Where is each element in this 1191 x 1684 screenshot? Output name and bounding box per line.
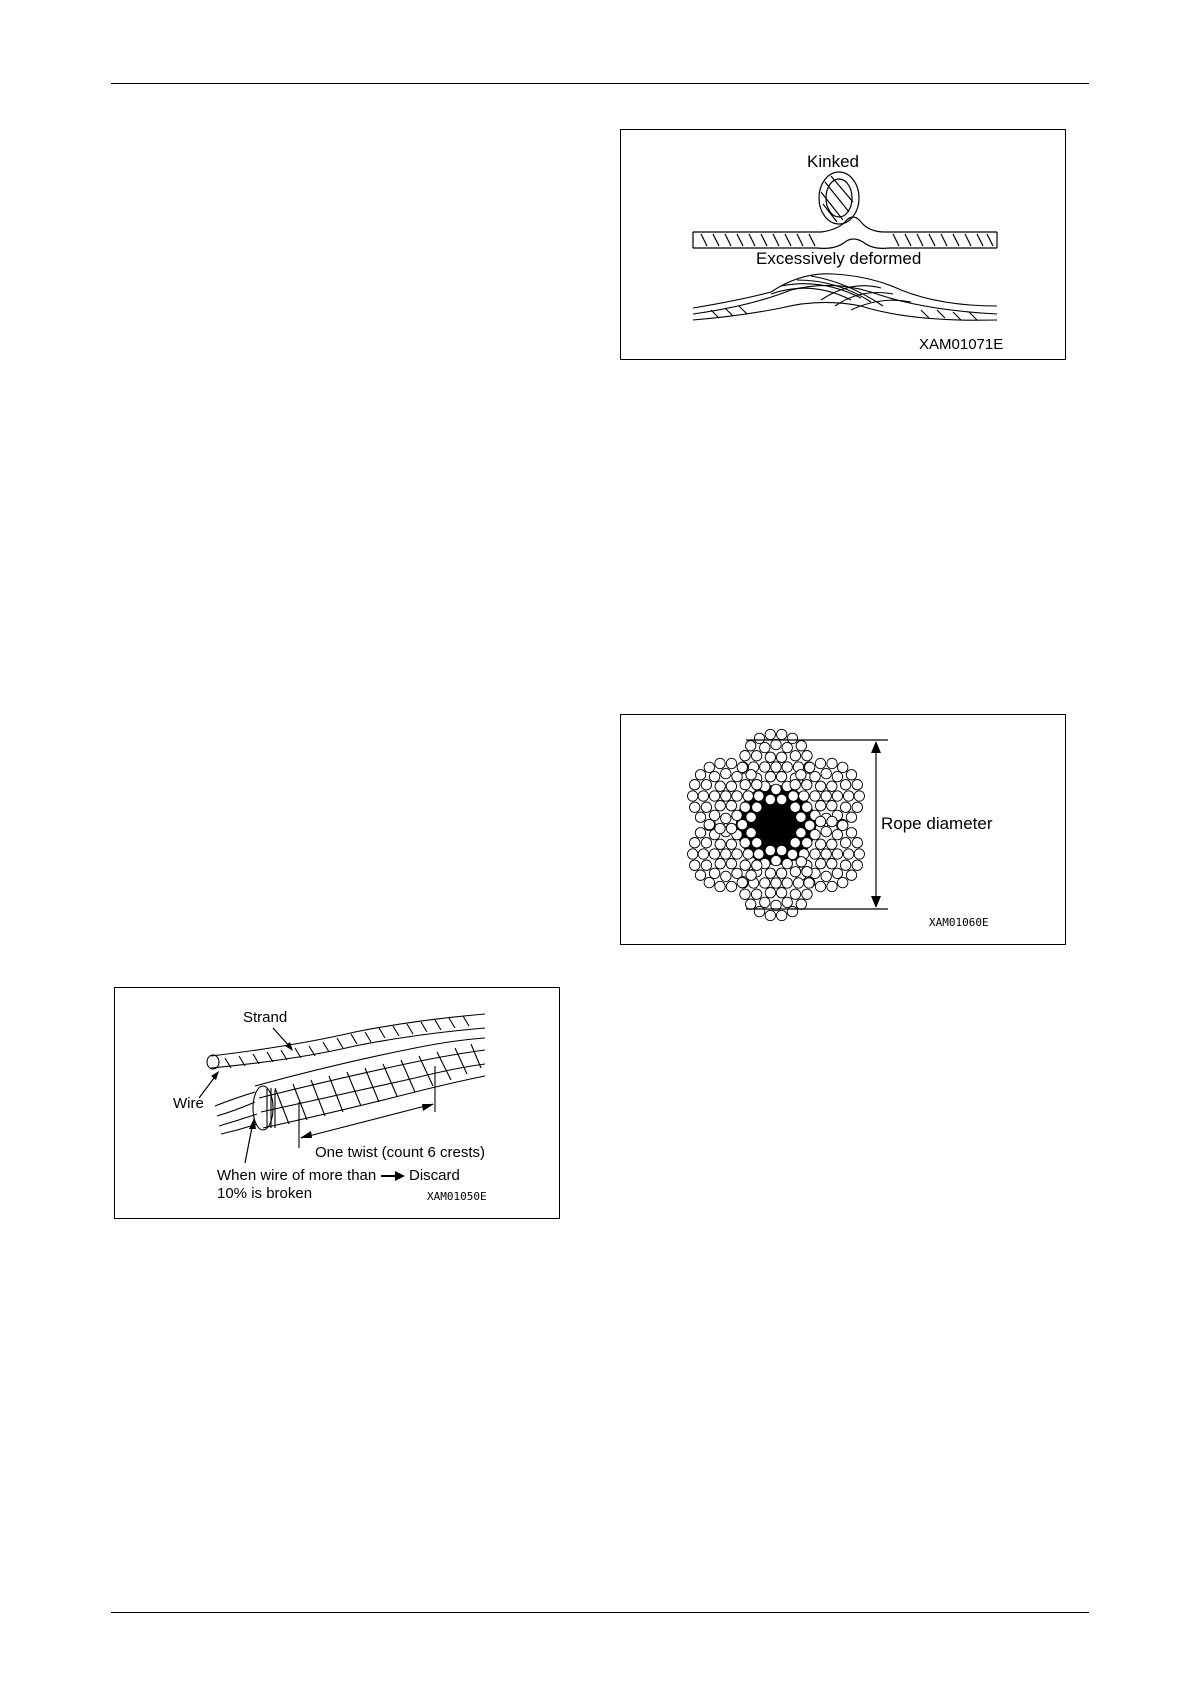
wire-circle <box>771 784 781 794</box>
wire-circle <box>740 838 750 848</box>
wire-circle <box>698 849 708 859</box>
wire-circle <box>802 751 812 761</box>
wire-circle <box>802 780 812 790</box>
wire-circle <box>840 780 850 790</box>
wire-circle <box>695 870 705 880</box>
wire-circle <box>740 802 750 812</box>
excessively-deformed-label: Excessively deformed <box>756 249 922 268</box>
wire-circle <box>782 762 792 772</box>
wire-circle <box>815 816 825 826</box>
wire-circle <box>740 860 750 870</box>
figure-code: XAM01060E <box>929 916 989 929</box>
wire-circle <box>765 772 775 782</box>
wire-circle <box>810 829 820 839</box>
wire-circle <box>810 849 820 859</box>
wire-circle <box>690 860 700 870</box>
arrow-up-icon <box>871 741 881 753</box>
wire-circle <box>796 770 806 780</box>
wire-circle <box>765 729 775 739</box>
wire-circle <box>846 870 856 880</box>
wire-circle <box>776 888 786 898</box>
kinked-rope-figure <box>620 129 1066 360</box>
wire-circle <box>810 791 820 801</box>
wire-circle <box>726 823 736 833</box>
wire-circle <box>838 820 848 830</box>
wire-circle <box>838 762 848 772</box>
wire-circle <box>715 758 725 768</box>
wire-circle <box>821 871 831 881</box>
wire-circle <box>777 729 787 739</box>
wire-circle <box>796 899 806 909</box>
wire-circle <box>782 878 792 888</box>
wire-circle <box>802 867 812 877</box>
wire-circle <box>840 802 850 812</box>
wire-circle <box>815 758 825 768</box>
wire-circle <box>782 742 792 752</box>
wire-circle <box>788 791 798 801</box>
wire-circle <box>740 780 750 790</box>
wire-circle <box>832 868 842 878</box>
wire-circle <box>790 780 800 790</box>
figure-code: XAM01050E <box>427 1190 487 1203</box>
wire-circle <box>746 828 756 838</box>
wire-circle <box>709 791 719 801</box>
kinked-rope <box>693 172 997 248</box>
wire-circle <box>709 849 719 859</box>
wire-circle <box>832 849 842 859</box>
wire-circle <box>721 768 731 778</box>
wire-circle <box>746 741 756 751</box>
rope-cross-section-drawing <box>621 715 1067 946</box>
wire-circle <box>827 816 837 826</box>
wire-circle <box>754 906 764 916</box>
wire-circle <box>852 860 862 870</box>
wire-circle <box>732 810 742 820</box>
wire-circle <box>840 838 850 848</box>
deformed-rope <box>693 274 997 320</box>
wire-circle <box>854 849 864 859</box>
wire-circle <box>821 826 831 836</box>
wire-circle <box>765 910 775 920</box>
wire-circle <box>726 881 736 891</box>
wire-circle <box>732 849 742 859</box>
wire-circle <box>846 770 856 780</box>
wire-circle <box>776 752 786 762</box>
wire-circle <box>701 802 711 812</box>
wire-circle <box>815 881 825 891</box>
wire-circle <box>827 781 837 791</box>
arrow-down-icon <box>871 896 881 908</box>
one-twist-label: One twist (count 6 crests) <box>315 1144 486 1161</box>
wire-circle <box>787 849 797 859</box>
wire-circle <box>760 897 770 907</box>
wire-circle <box>726 801 736 811</box>
wire-circle <box>843 791 853 801</box>
strand-wire-drawing <box>115 988 561 1220</box>
wire-circle <box>776 772 786 782</box>
wire-circle <box>805 820 815 830</box>
wire-circle <box>737 819 747 829</box>
wire-circle <box>721 871 731 881</box>
wire-circle <box>790 802 800 812</box>
strand <box>688 758 765 833</box>
wire-circle <box>690 802 700 812</box>
wire-circle <box>832 829 842 839</box>
wire-circle <box>746 812 756 822</box>
wire-circle <box>701 780 711 790</box>
wire-circle <box>777 910 787 920</box>
wire-circle <box>690 780 700 790</box>
wire-circle <box>790 838 800 848</box>
wire-circle <box>746 899 756 909</box>
wire-circle <box>751 889 761 899</box>
wire-circle <box>802 889 812 899</box>
wire-circle <box>852 838 862 848</box>
wire-circle <box>815 781 825 791</box>
wire-circle <box>715 781 725 791</box>
wire-circle <box>832 771 842 781</box>
wire-circle <box>732 868 742 878</box>
wire-circle <box>695 770 705 780</box>
wire-circle <box>838 877 848 887</box>
wire-circle <box>715 823 725 833</box>
wire-circle <box>802 838 812 848</box>
wire-circle <box>737 762 747 772</box>
wire-circle <box>709 771 719 781</box>
wire-circle <box>765 888 775 898</box>
wire-circle <box>760 762 770 772</box>
strand <box>788 758 865 833</box>
broken-wire-label-line1: When wire of more than <box>217 1167 377 1184</box>
wire-circle <box>726 839 736 849</box>
rope-strands <box>688 729 865 920</box>
wire-circle <box>721 849 731 859</box>
wire-circle <box>854 791 864 801</box>
wire-circle <box>726 781 736 791</box>
wire-circle <box>704 762 714 772</box>
wire-circle <box>715 839 725 849</box>
wire-circle <box>815 801 825 811</box>
wire-circle <box>752 780 762 790</box>
twist-dimension-line <box>301 1104 433 1138</box>
wire-circle <box>821 791 831 801</box>
wire-circle <box>760 742 770 752</box>
wire-circle <box>765 752 775 762</box>
wire-circle <box>740 889 750 899</box>
arrow-right-icon <box>422 1104 434 1111</box>
broken-wire-figure <box>114 987 560 1219</box>
wire-circle <box>698 791 708 801</box>
wire-rope-bundle <box>207 1014 485 1134</box>
wire-circle <box>721 791 731 801</box>
wire-circle <box>790 889 800 899</box>
wire-circle <box>843 849 853 859</box>
wire-circle <box>690 838 700 848</box>
arrow-left-icon <box>300 1131 312 1138</box>
wire-circle <box>805 762 815 772</box>
wire-circle <box>790 751 800 761</box>
strand-label: Strand <box>243 1009 288 1026</box>
wire-circle <box>715 881 725 891</box>
wire-circle <box>751 751 761 761</box>
wire-circle <box>752 860 762 870</box>
wire-circle <box>709 868 719 878</box>
strand <box>688 816 765 891</box>
wire-circle <box>726 859 736 869</box>
wire-circle <box>790 867 800 877</box>
wire-circle <box>852 802 862 812</box>
wire-circle <box>732 791 742 801</box>
wire-circle <box>765 868 775 878</box>
wire-circle <box>796 857 806 867</box>
wire-circle <box>777 845 787 855</box>
wire-circle <box>743 849 753 859</box>
wire-circle <box>709 810 719 820</box>
footer-rule <box>111 1612 1089 1613</box>
wire-circle <box>802 802 812 812</box>
wire-label: Wire <box>173 1095 204 1112</box>
wire-circle <box>701 838 711 848</box>
wire-circle <box>846 828 856 838</box>
wire-circle <box>752 838 762 848</box>
wire-circle <box>796 741 806 751</box>
wire-circle <box>815 839 825 849</box>
wire-circle <box>821 849 831 859</box>
wire-circle <box>815 859 825 869</box>
wire-circle <box>743 791 753 801</box>
kinked-rope-drawing <box>621 130 1067 361</box>
wire-circle <box>754 791 764 801</box>
wire-circle <box>782 858 792 868</box>
arrow-icon <box>211 1071 219 1080</box>
wire-circle <box>771 855 781 865</box>
wire-circle <box>746 870 756 880</box>
wire-circle <box>715 801 725 811</box>
wire-circle <box>765 794 775 804</box>
wire-circle <box>688 791 698 801</box>
figure-code: XAM01071E <box>919 336 1004 353</box>
kinked-label: Kinked <box>807 152 859 171</box>
wire-circle <box>827 881 837 891</box>
wire-circle <box>695 812 705 822</box>
wire-circle <box>746 770 756 780</box>
wire-circle <box>821 768 831 778</box>
wire-circle <box>832 791 842 801</box>
wire-circle <box>796 812 806 822</box>
wire-circle <box>793 878 803 888</box>
wire-circle <box>704 877 714 887</box>
wire-circle <box>754 733 764 743</box>
wire-circle <box>852 780 862 790</box>
wire-circle <box>771 739 781 749</box>
wire-circle <box>799 791 809 801</box>
wire-circle <box>827 839 837 849</box>
wire-circle <box>752 802 762 812</box>
wire-circle <box>777 794 787 804</box>
rope-diameter-figure <box>620 714 1066 945</box>
wire-circle <box>787 733 797 743</box>
wire-circle <box>771 762 781 772</box>
wire-circle <box>732 771 742 781</box>
wire-circle <box>810 771 820 781</box>
wire-circle <box>827 859 837 869</box>
wire-circle <box>754 849 764 859</box>
wire-circle <box>701 860 711 870</box>
wire-circle <box>740 751 750 761</box>
wire-circle <box>846 812 856 822</box>
broken-wire-label-line2: 10% is broken <box>217 1185 313 1202</box>
wire-circle <box>704 819 714 829</box>
wire-circle <box>737 877 747 887</box>
wire-circle <box>827 758 837 768</box>
wire-circle <box>688 849 698 859</box>
wire-circle <box>760 878 770 888</box>
wire-circle <box>726 758 736 768</box>
wire-circle <box>804 878 814 888</box>
wire-circle <box>721 813 731 823</box>
header-rule <box>111 83 1089 84</box>
wire-circle <box>840 860 850 870</box>
arrow-right-icon <box>381 1171 405 1181</box>
rope-diameter-label: Rope diameter <box>881 814 993 833</box>
wire-circle <box>787 906 797 916</box>
wire-circle <box>765 845 775 855</box>
wire-circle <box>771 878 781 888</box>
wire-circle <box>695 828 705 838</box>
wire-circle <box>796 828 806 838</box>
wire-circle <box>827 801 837 811</box>
discard-label: Discard <box>409 1167 460 1184</box>
wire-circle <box>776 868 786 878</box>
wire-circle <box>782 897 792 907</box>
wire-circle <box>715 859 725 869</box>
